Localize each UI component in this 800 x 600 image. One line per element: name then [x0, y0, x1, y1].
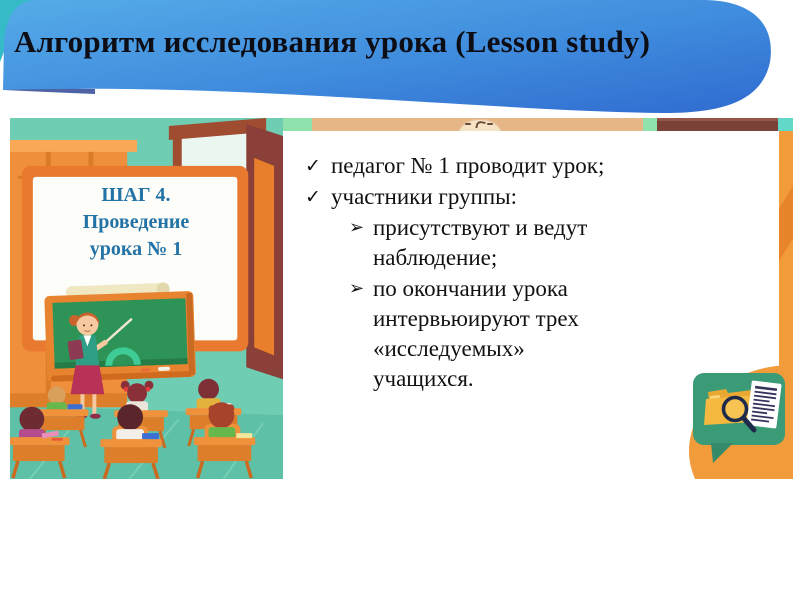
corner-decoration [675, 359, 793, 479]
check-icon: ✓ [305, 155, 321, 177]
bullet-text: по окончании урока интервьюируют трех «исследуемых» учащихся. [373, 276, 579, 391]
page-title: Алгоритм исследования урока (Lesson study) [14, 24, 651, 59]
arrow-icon: ➢ [349, 278, 365, 299]
bullet-text: участники группы: [331, 184, 517, 209]
bullet-text: педагог № 1 проводит урок; [331, 153, 605, 178]
classroom-scene [10, 118, 283, 479]
bullet-subitem [349, 213, 755, 273]
step-card-line2: Проведение [82, 211, 190, 233]
bullet-item [305, 151, 755, 181]
bullet-text: присутствуют и ведут наблюдение; [373, 215, 588, 270]
chalkboard [44, 281, 196, 381]
step-card-line1: ШАГ 4. [101, 184, 171, 206]
step-card-title [34, 182, 238, 263]
top-image-strip [283, 118, 793, 131]
step-card-line3: урока № 1 [89, 238, 183, 260]
bullet-item [305, 182, 755, 212]
arrow-icon: ➢ [349, 217, 365, 238]
strip-mint-segment [283, 118, 312, 131]
peeking-face-icon [455, 118, 505, 131]
lesson-illustration [10, 118, 283, 479]
document-icon [746, 380, 781, 428]
check-icon: ✓ [305, 186, 321, 208]
strip-teal-segment [778, 118, 793, 131]
strip-mint-segment [643, 118, 657, 131]
header-banner [0, 0, 790, 120]
strip-door-top-segment [657, 118, 778, 131]
content-panel [283, 118, 793, 479]
header-banner-shape [0, 0, 790, 120]
